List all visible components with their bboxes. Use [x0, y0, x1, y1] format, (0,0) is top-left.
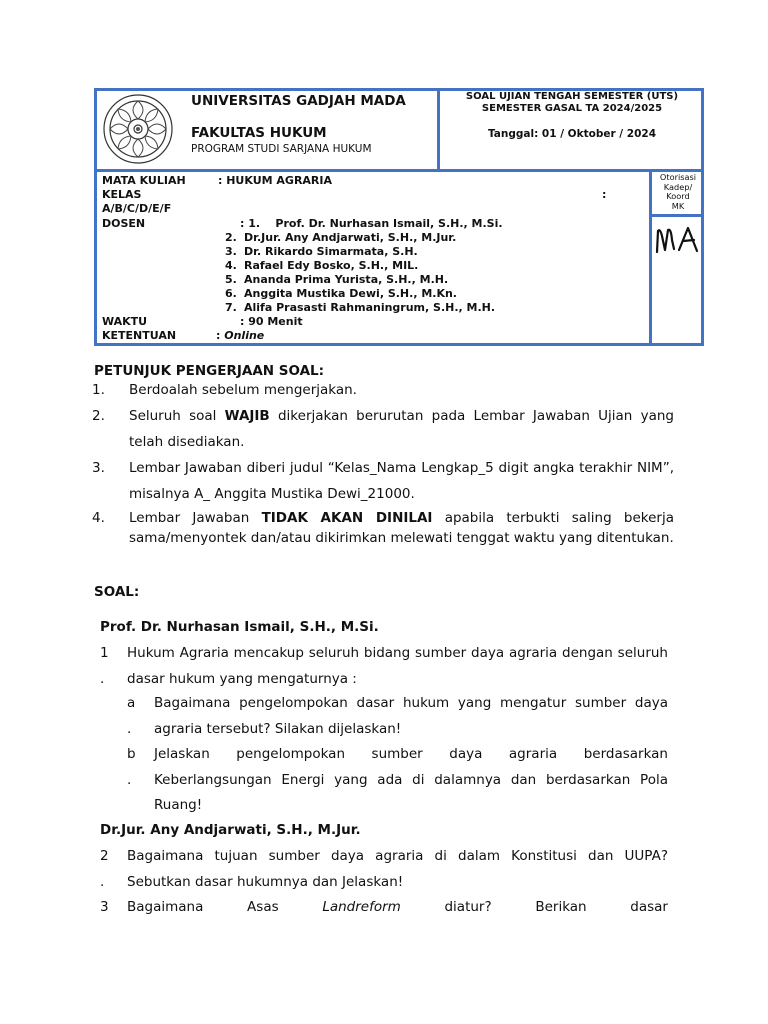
rules-label: KETENTUAN — [102, 329, 177, 342]
rules-row: KETENTUAN : Online — [102, 329, 265, 342]
exam-title: SOAL UJIAN TENGAH SEMESTER (UTS) — [465, 91, 679, 102]
university-name: UNIVERSITAS GADJAH MADA — [191, 93, 406, 109]
section-lecturer-1: Prof. Dr. Nurhasan Ismail, S.H., M.Si. — [100, 619, 379, 635]
lecturer-name-1: Prof. Dr. Nurhasan Ismail, S.H., M.Si. — [275, 217, 503, 230]
exam-date: Tanggal: 01 / Oktober / 2024 — [487, 128, 657, 140]
section-lecturer-2: Dr.Jur. Any Andjarwati, S.H., M.Jur. — [100, 822, 361, 838]
instruction-item: 3. Lembar Jawaban diberi judul “Kelas_Nama Lengkap_5 digit angka terakhir NIM”, misalnya A_ Anggita Mustika Dewi_21000. — [92, 460, 674, 502]
question-3: 3 Bagaimana Asas Landreform diatur? Berikan dasar — [100, 899, 668, 915]
authorization-label: Otorisasi Kadep/ Koord MK — [659, 172, 697, 211]
instructions-title: PETUNJUK PENGERJAAN SOAL: — [94, 363, 325, 379]
question-1a: a . Bagaimana pengelompokan dasar hukum yang mengatur sumber daya agraria tersebut? Silakan dijelaskan! — [127, 695, 668, 737]
course-label: MATA KULIAH — [102, 174, 186, 187]
time-label: WAKTU — [102, 315, 148, 328]
class-label: KELAS — [102, 188, 142, 201]
lecturer-item-5: 5. Ananda Prima Yurista, S.H., M.H. — [225, 273, 449, 286]
exam-title-block — [440, 91, 704, 115]
time-value: : 90 Menit — [240, 315, 303, 328]
class-row — [102, 188, 607, 202]
header-divider — [94, 169, 704, 172]
course-row — [102, 174, 333, 188]
lecturer-item-7: 7. Alifa Prasasti Rahmaningrum, S.H., M.H. — [225, 301, 496, 314]
lecturer-label: DOSEN — [102, 217, 146, 230]
instruction-item: 1. Berdoalah sebelum mengerjakan. — [92, 382, 357, 398]
questions-title: SOAL: — [94, 584, 140, 600]
class-colon: : — [602, 188, 607, 201]
handwritten-signature — [652, 216, 704, 344]
lecturer-item-4: 4. Rafael Edy Bosko, S.H., MIL. — [225, 259, 419, 272]
question-1b: b . Jelaskan pengelompokan sumber daya agraria berdasarkan Keberlangsungan Energi yang ada di dalamnya dan berdasarkan Pola Ruang! — [127, 746, 668, 813]
time-row — [102, 315, 303, 329]
instruction-item: 2. Seluruh soal WAJIB dikerjakan berurutan pada Lembar Jawaban Ujian yang telah disediakan. — [92, 408, 674, 450]
instruction-item: 4. Lembar Jawaban TIDAK AKAN DINILAI apabila terbukti saling bekerja sama/menyontek dan/atau dikirimkan melewati tenggat waktu yang ditentukan. — [92, 510, 674, 546]
rules-value: Online — [224, 329, 265, 342]
university-seal-logo — [100, 92, 176, 166]
question-1: 1 . Hukum Agraria mencakup seluruh bidang sumber daya agraria dengan seluruh dasar hukum yang mengaturnya : — [100, 645, 668, 687]
lecturer-item-6: 6. Anggita Mustika Dewi, S.H., M.Kn. — [225, 287, 457, 300]
lecturer-item-2: 2. Dr.Jur. Any Andjarwati, S.H., M.Jur. — [225, 231, 457, 244]
program-name: PROGRAM STUDI SARJANA HUKUM — [191, 143, 372, 155]
faculty-name: FAKULTAS HUKUM — [191, 125, 327, 141]
semester-label: SEMESTER GASAL TA 2024/2025 — [481, 103, 663, 114]
course-value: : HUKUM AGRARIA — [218, 174, 333, 187]
class-value: A/B/C/D/E/F — [102, 202, 172, 215]
lecturer-row: DOSEN : 1. Prof. Dr. Nurhasan Ismail, S.H., M.Si. — [102, 217, 503, 230]
lecturer-item-3: 3. Dr. Rikardo Simarmata, S.H. — [225, 245, 418, 258]
question-2: 2 . Bagaimana tujuan sumber daya agraria di dalam Konstitusi dan UUPA? Sebutkan dasar hukumnya dan Jelaskan! — [100, 848, 668, 890]
